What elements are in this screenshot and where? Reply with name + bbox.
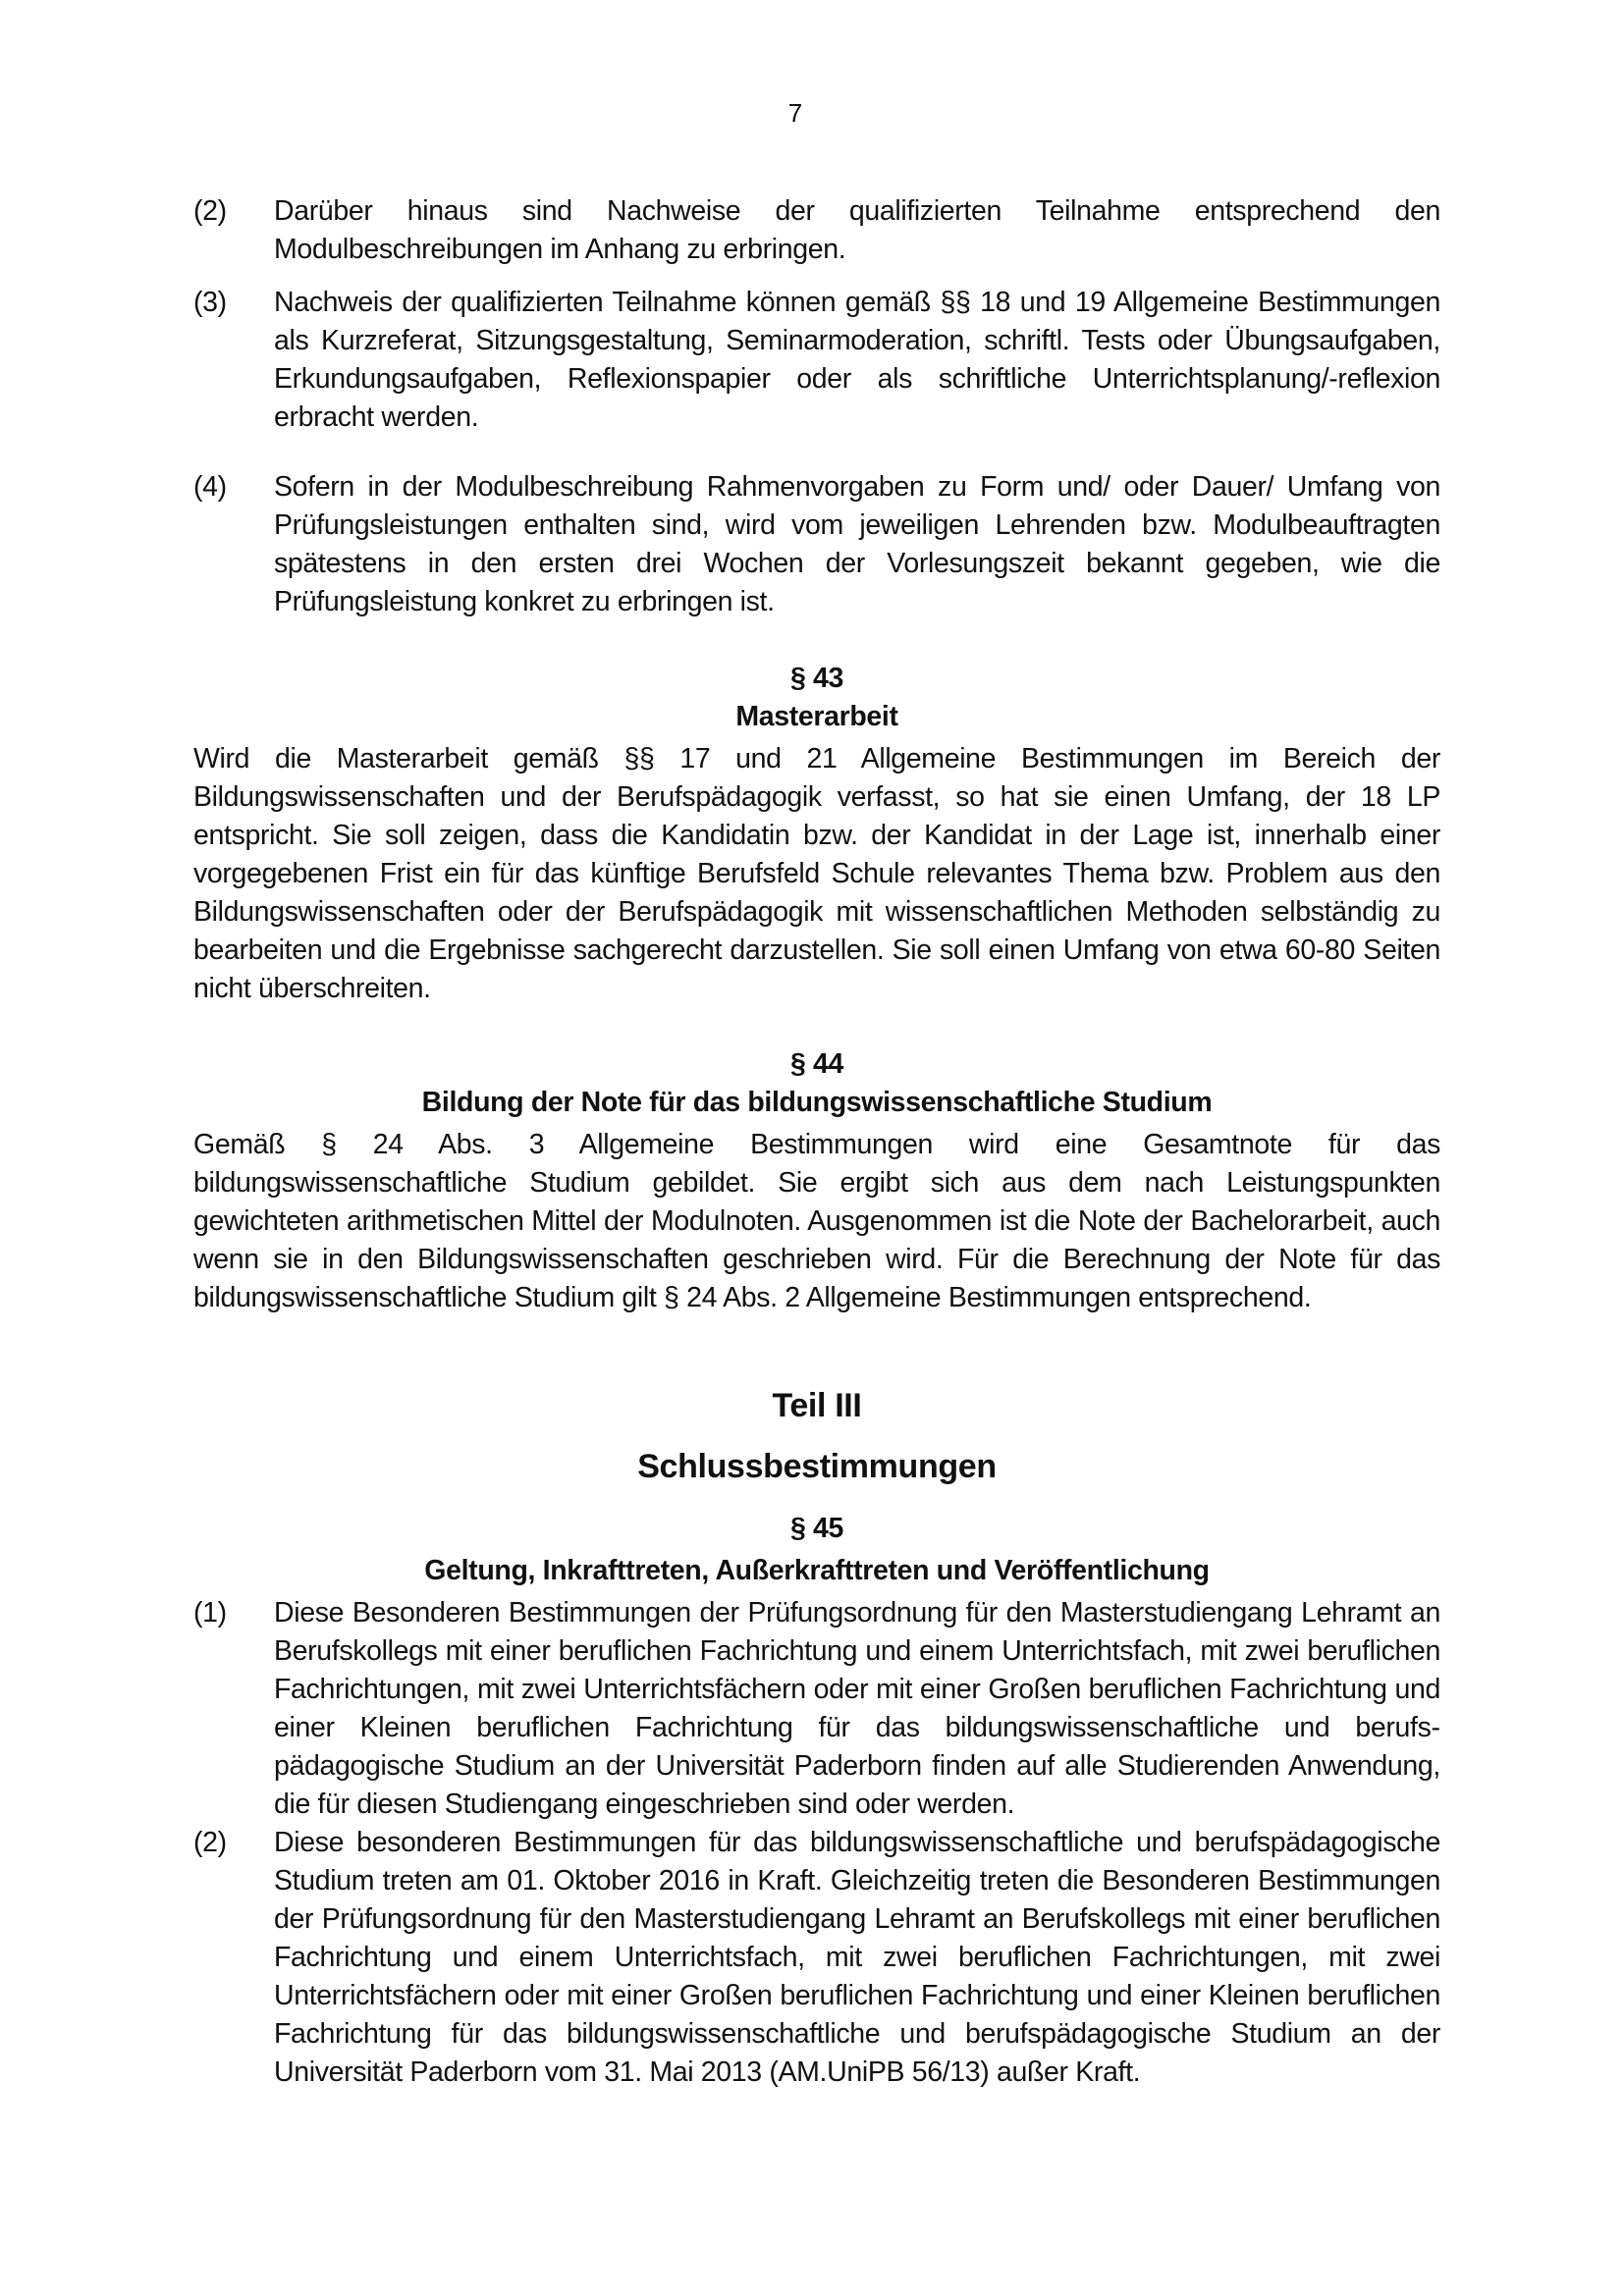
paragraph-item [193,468,1440,621]
section-text: Gemäß § 24 Abs. 3 Allgemeine Bestimmungen wird eine Gesamtnote für das bildungswissenschaftliche Studium gebildet. Sie ergibt sich aus dem nach Leistungspunkten gewichteten arithmetischen Mittel der Modulnoten. Ausgenommen ist die Note der Bachelorarbeit, auch wenn sie in den Bildungswissenschaften geschrieben wird. Für die Berechnung der Note für das bildungswissenschaftliche Studium gilt § 24 Abs. 2 Allgemeine Bestimmungen entsprechend. [193,1129,1440,1313]
paragraph-item [193,284,1440,437]
item-number: (4) [193,471,227,503]
item-number: (1) [193,1597,227,1629]
section-number: § 43 [789,663,844,694]
part-title: Teil III [772,1387,862,1424]
item-text: Diese Besonderen Bestimmungen der Prüfungsordnung für den Masterstudiengang Lehramt an Berufskollegs mit einer beruflichen Fachrichtung und einem Unterrichtsfach, mit zwei beruflichen Fachrichtungen, mit zwei Unterrichtsfächern oder mit einer Großen beruflichen Fachrichtung und einer Kleinen beruflichen Fachrichtung für das bildungswissenschaftliche und berufspädagogische Studium an der Universität Paderborn finden auf alle Studierenden Anwendung, die für diesen Studiengang eingeschrieben sind oder werden. [274,1597,1440,1820]
item-text: Darüber hinaus sind Nachweise der qualifizierten Teilnahme entsprechend den Modulbeschreibungen im Anhang zu erbringen. [274,195,1440,265]
part-subtitle: Schlussbestimmungen [637,1448,997,1485]
paragraph-item [193,1824,1440,2092]
page-number: 7 [787,98,803,128]
item-text: Sofern in der Modulbeschreibung Rahmenvorgaben zu Form und/ oder Dauer/ Umfang von Prüfungsleistungen enthalten sind, wird vom jeweiligen Lehrenden bzw. Modulbeauftragten spätestens in den ersten drei Wochen der Vorlesungszeit bekannt gegeben, wie die Prüfungsleistung konkret zu erbringen ist. [274,471,1440,617]
item-number: (2) [193,1827,227,1858]
item-number: (2) [193,195,227,227]
item-text: Diese besonderen Bestimmungen für das bildungswissenschaftliche und berufspädagogische Studium treten am 01. Oktober 2016 in Kraft. Gleichzeitig treten die Besonderen Bestimmungen der Prüfungsordnung für den Masterstudiengang Lehramt an Berufskollegs mit einer beruflichen Fachrichtung und einem Unterrichtsfach, mit zwei beruflichen Fachrichtungen, mit zwei Unterrichtsfächern oder mit einer Großen beruflichen Fachrichtung und einer Kleinen beruflichen Fachrichtung für das bildungswissenschaftliche und berufspädagogische Studium an der Universität Paderborn vom 31. Mai 2013 (AM.UniPB 56/13) außer Kraft. [274,1827,1440,2088]
section-number: § 45 [789,1513,844,1544]
section-text: Wird die Masterarbeit gemäß §§ 17 und 21 Allgemeine Bestimmungen im Bereich der Bildungswissenschaften und der Berufspädagogik verfasst, so hat sie einen Umfang, der 18 LP entspricht. Sie soll zeigen, dass die Kandidatin bzw. der Kandidat in der Lage ist, innerhalb einer vorgegebenen Frist ein für das künftige Berufsfeld Schule relevantes Thema bzw. Problem aus den Bildungswissenschaften oder der Berufspädagogik mit wissenschaftlichen Methoden selbständig zu bearbeiten und die Ergebnisse sachgerecht darzustellen. Sie soll einen Umfang von etwa 60-80 Seiten nicht überschreiten. [193,743,1440,1004]
item-number: (3) [193,287,227,318]
section-title: Bildung der Note für das bildungswissenschaftliche Studium [421,1087,1213,1118]
page-content [193,192,1440,2092]
section-title: Geltung, Inkrafttreten, Außerkrafttreten und Veröffentlichung [424,1555,1210,1586]
section-number: § 44 [789,1048,844,1080]
paragraph-item [193,192,1440,269]
paragraph-item [193,1594,1440,1824]
item-text: Nachweis der qualifizierten Teilnahme können gemäß §§ 18 und 19 Allgemeine Bestimmungen als Kurzreferat, Sitzungsgestaltung, Seminarmoderation, schriftl. Tests oder Übungsaufgaben, Erkundungsaufgaben, Reflexionspapier oder als schriftliche Unterrichtsplanung/-reflexion erbracht werden. [274,287,1440,433]
section-title: Masterarbeit [735,701,898,732]
